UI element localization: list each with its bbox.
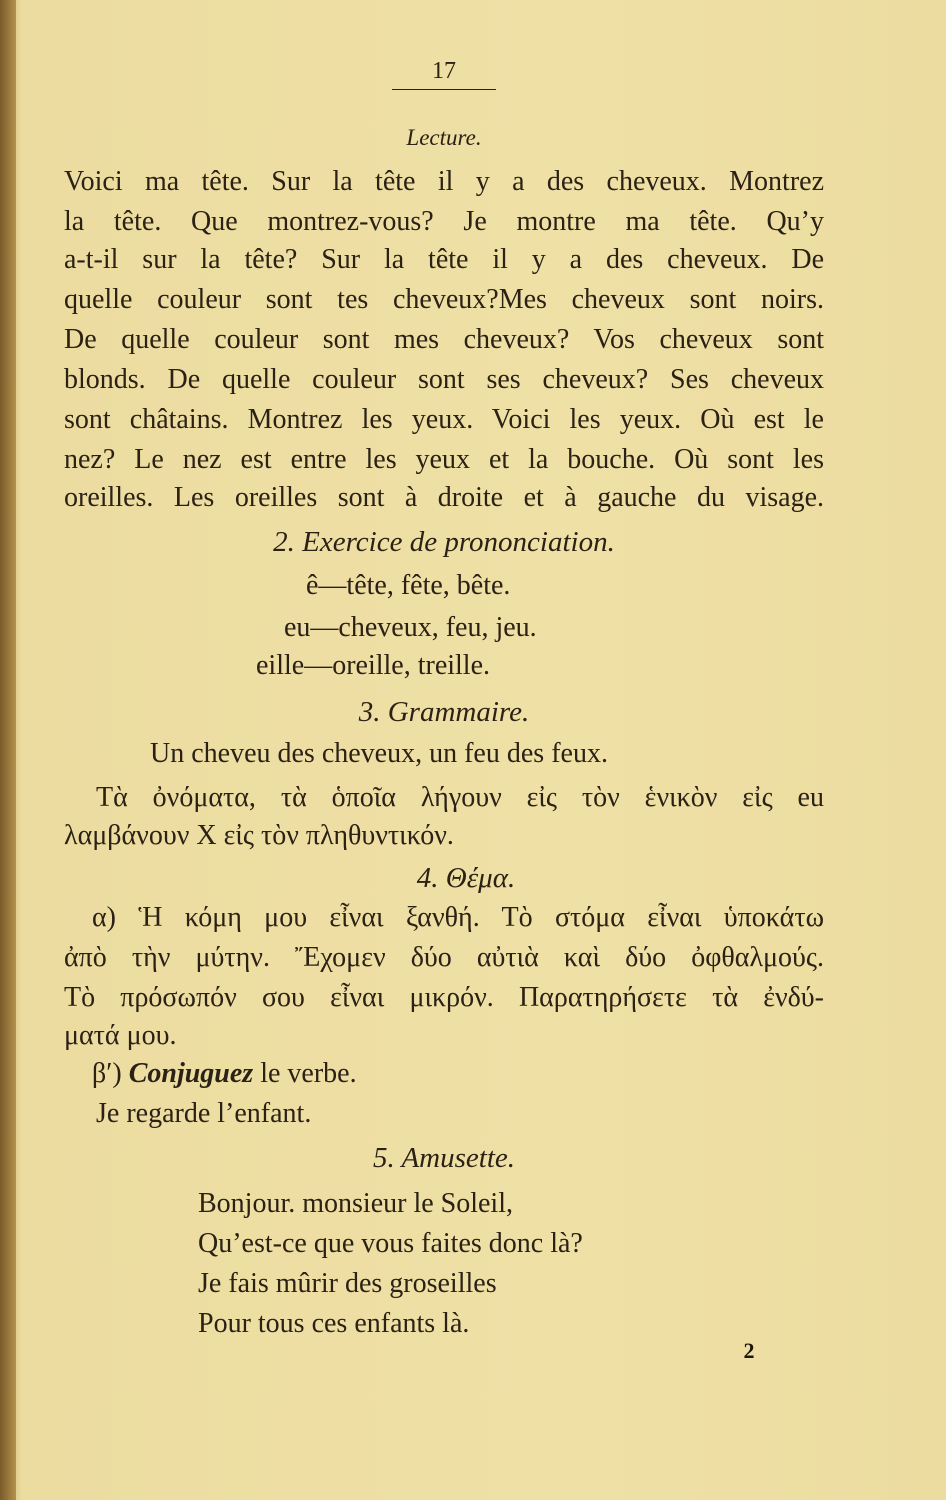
lecture-line-1: Voici ma tête. Sur la tête il y a des cheveux. Montrez — [64, 166, 824, 197]
lecture-line-5: De quelle couleur sont mes cheveux? Vos cheveux sont — [64, 324, 824, 355]
lecture-line-4: quelle couleur sont tes cheveux?Mes cheveux sont noirs. — [64, 284, 824, 315]
pronunciation-row-3: eille—oreille, treille. — [256, 650, 491, 681]
pronunciation-heading: 2. Exercice de prononciation. — [273, 526, 615, 558]
theme-a-line-3: Τὸ πρόσωπόν σου εἶναι μικρόν. Παρατηρήσετε τὰ ἐνδύ- — [64, 982, 824, 1013]
verse-line-2: Qu’est-ce que vous faites donc là? — [198, 1228, 583, 1259]
lecture-line-9: oreilles. Les oreilles sont à droite et à gauche du visage. — [64, 482, 824, 513]
theme-heading: 4. Θέμα. — [416, 862, 516, 894]
pronunciation-row-1: ê—tête, fête, bête. — [306, 570, 511, 601]
theme-b-label: β′) — [92, 1058, 122, 1089]
theme-a-line-2: ἀπὸ τὴν μύτην. Ἔχομεν δύο αὐτιὰ καὶ δύο ὀφθαλμούς. — [64, 942, 824, 973]
theme-b-rest: le verbe. — [260, 1058, 357, 1089]
verse-line-3: Je fais mûrir des groseilles — [198, 1268, 497, 1299]
pronunciation-row-2: eu—cheveux, feu, jeu. — [284, 612, 537, 643]
lecture-line-3: a-t-il sur la tête? Sur la tête il y a des cheveux. De — [64, 244, 824, 275]
amusette-heading: 5. Amusette. — [372, 1142, 516, 1174]
lecture-line-8: nez? Le nez est entre les yeux et la bouche. Où sont les — [64, 444, 824, 475]
book-spine — [0, 0, 16, 1500]
lecture-line-7: sont châtains. Montrez les yeux. Voici les yeux. Où est le — [64, 404, 824, 435]
page-number: 17 — [392, 58, 496, 90]
verse-line-4: Pour tous ces enfants là. — [198, 1308, 470, 1339]
grammar-rule-line-1: Τὰ ὀνόματα, τὰ ὁποῖα λήγουν εἰς τὸν ἑνικὸν εἰς eu — [96, 782, 824, 813]
theme-a-line-1: α) Ἡ κόμη μου εἶναι ξανθή. Τὸ στόμα εἶναι ὑποκάτω — [92, 902, 824, 933]
lecture-line-2: la tête. Que montrez-vous? Je montre ma tête. Qu’y — [64, 206, 824, 237]
theme-a-line-4: ματά μου. — [64, 1020, 177, 1051]
grammar-rule-line-2: λαμβάνουν X εἰς τὸν πληθυντικόν. — [64, 820, 454, 851]
lecture-line-6: blonds. De quelle couleur sont ses cheveux? Ses cheveux — [64, 364, 824, 395]
theme-b-sentence: Je regarde l’enfant. — [96, 1098, 312, 1129]
grammar-example: Un cheveu des cheveux, un feu des feux. — [150, 738, 608, 769]
lecture-heading: Lecture. — [406, 125, 482, 150]
grammar-heading: 3. Grammaire. — [358, 696, 530, 728]
theme-b-line — [92, 1058, 357, 1090]
signature-mark: 2 — [743, 1338, 755, 1363]
verse-line-1: Bonjour. monsieur le Soleil, — [198, 1188, 513, 1219]
theme-b-verb: Conjuguez — [128, 1058, 254, 1089]
